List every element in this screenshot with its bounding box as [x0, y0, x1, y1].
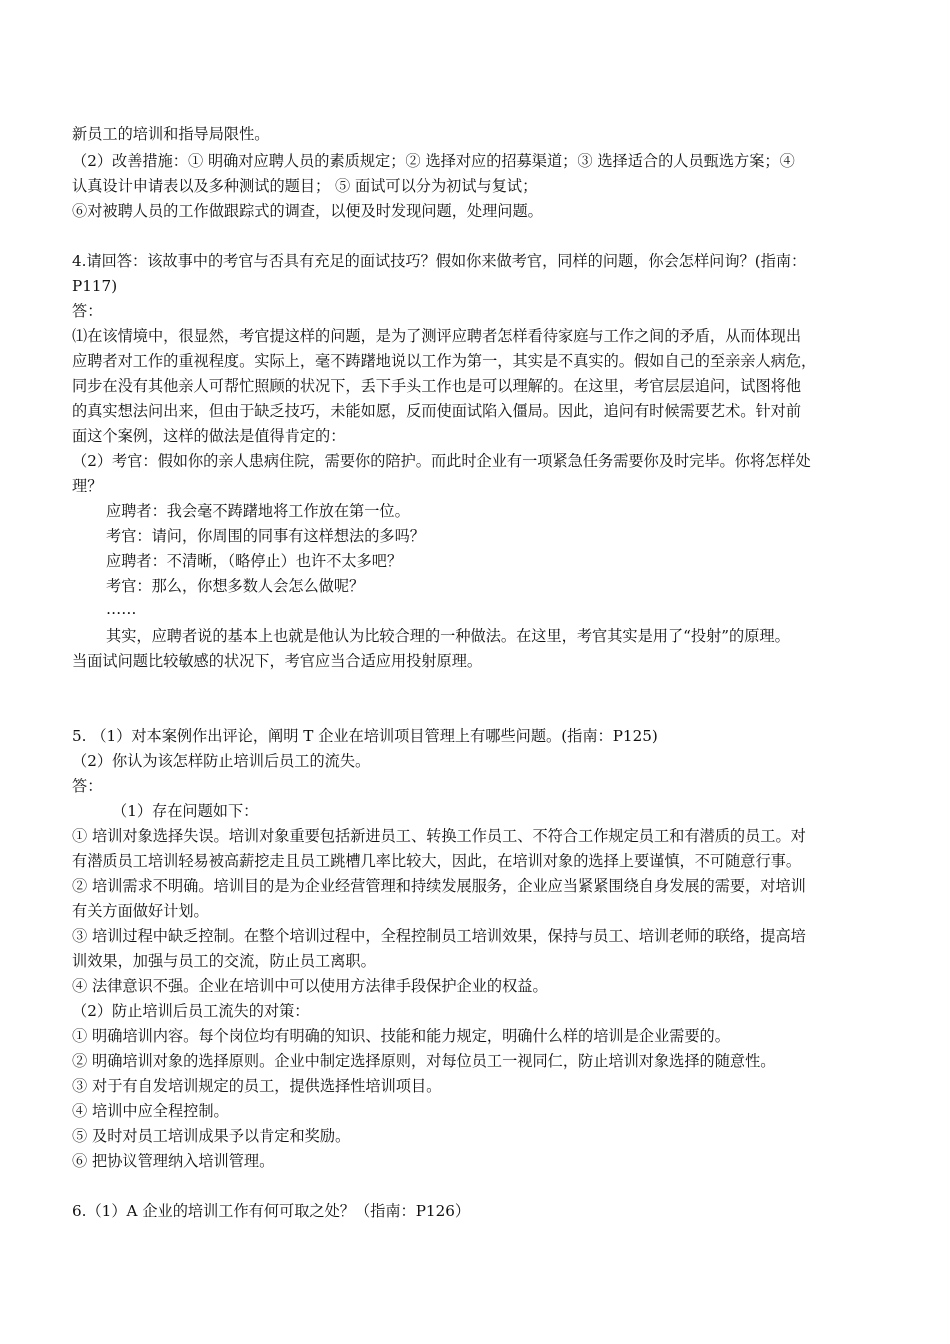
text-line: ⑤ 及时对员工培训成果予以肯定和奖励。 [72, 1127, 351, 1145]
text-line: 同步在没有其他亲人可帮忙照顾的状况下，丢下手头工作也是可以理解的。在这里，考官层层追问，试图将他 [72, 377, 801, 395]
dialogue-line: 考官：那么，你想多数人会怎么做呢？ [106, 577, 365, 595]
ellipsis-line: …… [106, 600, 137, 618]
text-line: 其实，应聘者说的基本上也就是他认为比较合理的一种做法。在这里，考官其实是用了“投射”的原理。 [106, 627, 790, 645]
text-line: 当面试问题比较敏感的状况下，考官应当合适应用投射原理。 [72, 652, 483, 670]
text-line: ④ 培训中应全程控制。 [72, 1102, 229, 1120]
text-line: ① 培训对象选择失误。培训对象重要包括新进员工、转换工作员工、不符合工作规定员工和有潜质的员工。对 [72, 827, 806, 845]
answer-label: 答： [72, 777, 103, 795]
answer-label: 答： [72, 302, 103, 320]
text-line: ⑥对被聘人员的工作做跟踪式的调查，以便及时发现问题，处理问题。 [72, 202, 543, 220]
subheading: （1）存在问题如下： [112, 802, 259, 820]
text-line: 面这个案例，这样的做法是值得肯定的： [72, 427, 346, 445]
text-line: （2）防止培训后员工流失的对策： [72, 1002, 310, 1020]
question-4-heading: 4.请回答：该故事中的考官与否具有充足的面试技巧？假如你来做考官，同样的问题，你会怎样问询？(指南： [72, 252, 807, 270]
text-line: ② 培训需求不明确。培训目的是为企业经营管理和持续发展服务，企业应当紧紧围绕自身发展的需要，对培训 [72, 877, 806, 895]
text-line: （2）改善措施：① 明确对应聘人员的素质规定；② 选择对应的招募渠道；③ 选择适合的人员甄选方案；④ [72, 152, 795, 170]
text-line: 训效果，加强与员工的交流，防止员工离职。 [72, 952, 376, 970]
text-line: ① 明确培训内容。每个岗位均有明确的知识、技能和能力规定，明确什么样的培训是企业需要的。 [72, 1027, 730, 1045]
dialogue-line: 应聘者：我会毫不踌躇地将工作放在第一位。 [106, 502, 410, 520]
dialogue-line: 应聘者：不清晰，（略停止）也许不太多吧？ [106, 552, 403, 570]
text-line: ④ 法律意识不强。企业在培训中可以使用方法律手段保护企业的权益。 [72, 977, 548, 995]
question-5-heading: 5. （1）对本案例作出评论，阐明 T 企业在培训项目管理上有哪些问题。(指南：P125) [72, 727, 658, 745]
text-line: （2）你认为该怎样防止培训后员工的流失。 [72, 752, 371, 770]
text-line: 的真实想法问出来，但由于缺乏技巧，未能如愿，反而使面试陷入僵局。因此，追问有时候需要艺术。针对前 [72, 402, 801, 420]
text-line: 新员工的培训和指导局限性。 [72, 125, 270, 143]
text-line: 认真设计申请表以及多种测试的题目； ⑤ 面试可以分为初试与复试； [72, 177, 538, 195]
text-line: ③ 对于有自发培训规定的员工，提供选择性培训项目。 [72, 1077, 442, 1095]
text-line: ⑴在该情境中，很显然，考官提这样的问题，是为了测评应聘者怎样看待家庭与工作之间的矛盾，从而体现出 [72, 327, 801, 345]
text-line: 理？ [72, 477, 103, 495]
text-line: ② 明确培训对象的选择原则。企业中制定选择原则，对每位员工一视同仁，防止培训对象选择的随意性。 [72, 1052, 776, 1070]
text-line: 应聘者对工作的重视程度。实际上，毫不踌躇地说以工作为第一，其实是不真实的。假如自己的至亲亲人病危， [72, 352, 817, 370]
text-line: P117) [72, 277, 118, 295]
text-line: ⑥ 把协议管理纳入培训管理。 [72, 1152, 275, 1170]
text-line: ③ 培训过程中缺乏控制。在整个培训过程中，全程控制员工培训效果，保持与员工、培训老师的联络，提高培 [72, 927, 806, 945]
question-6-heading: 6.（1）A 企业的培训工作有何可取之处？（指南：P126） [72, 1202, 471, 1220]
text-line: 有潜质员工培训轻易被高薪挖走且员工跳槽几率比较大，因此，在培训对象的选择上要谨慎，不可随意行事。 [72, 852, 801, 870]
text-line: 有关方面做好计划。 [72, 902, 209, 920]
dialogue-line: 考官：请问，你周围的同事有这样想法的多吗？ [106, 527, 425, 545]
text-line: （2）考官：假如你的亲人患病住院，需要你的陪护。而此时企业有一项紧急任务需要你及时完毕。你将怎样处 [72, 452, 811, 470]
